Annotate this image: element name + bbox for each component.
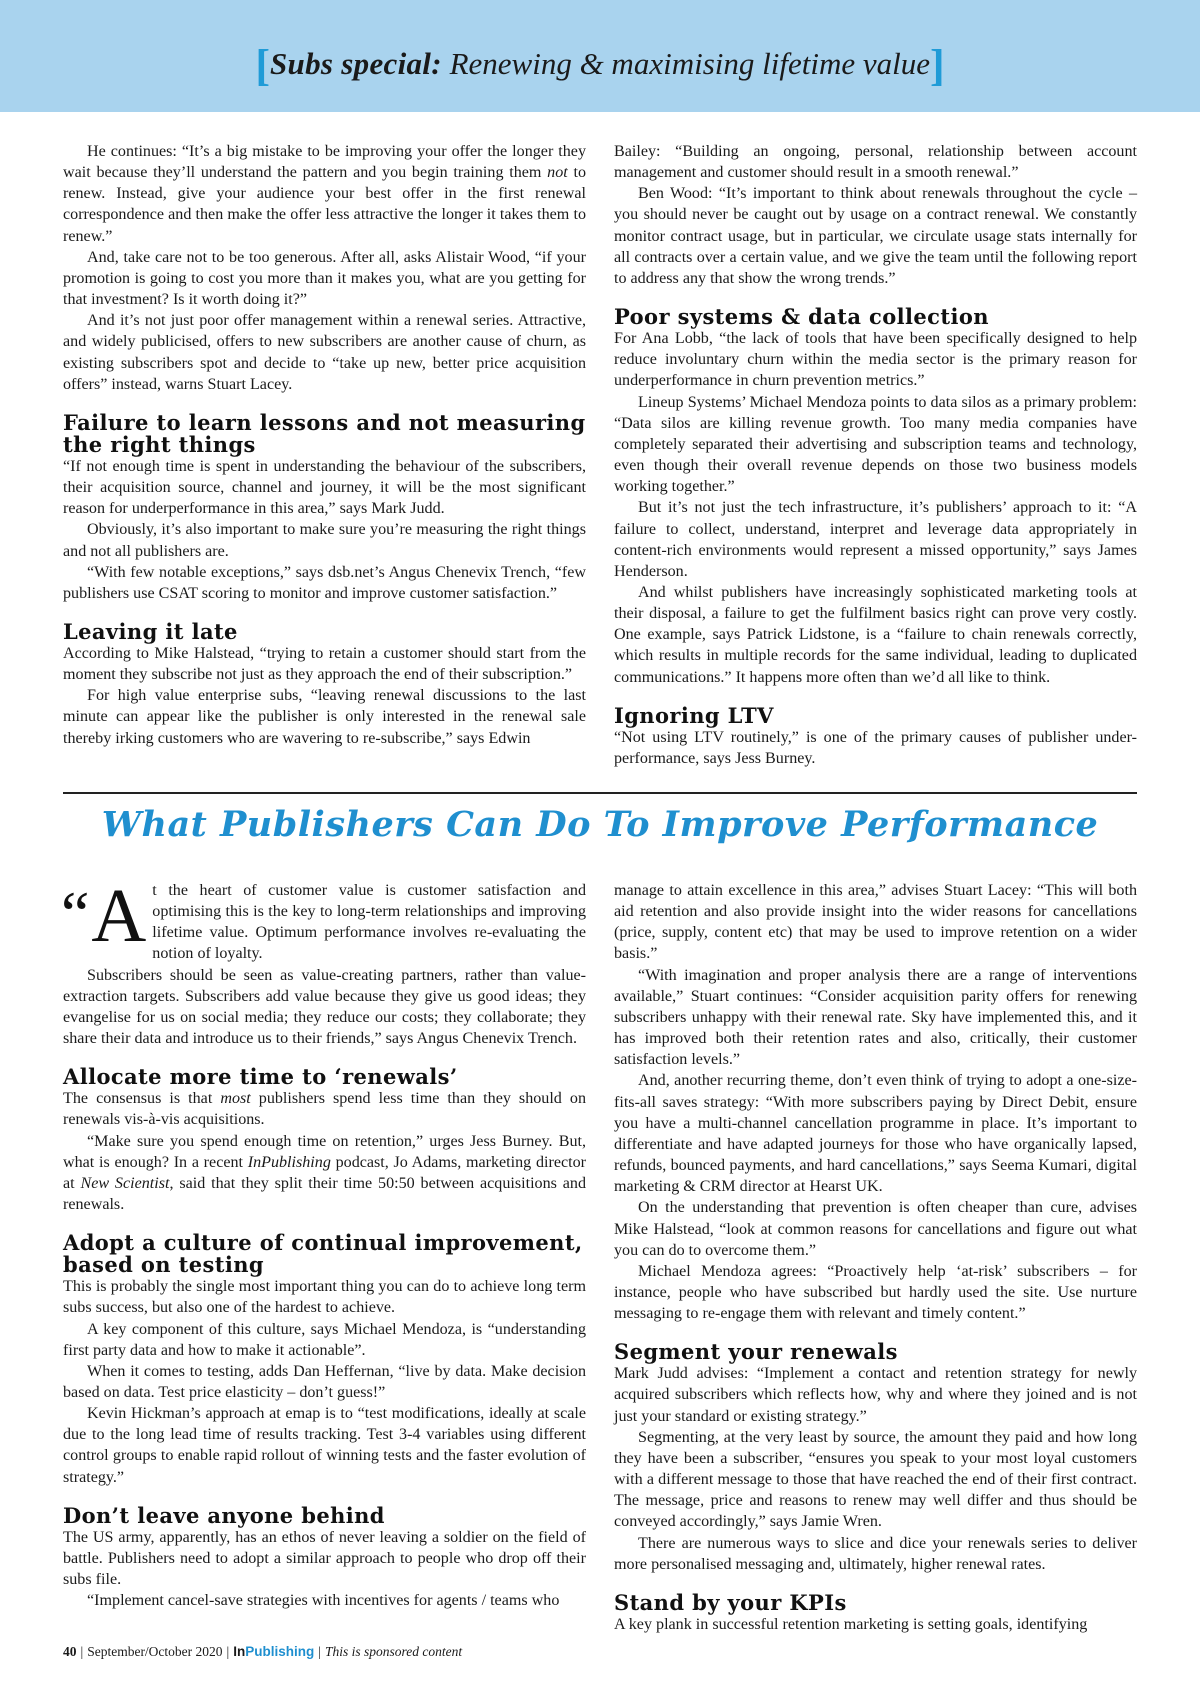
paragraph: “With few notable exceptions,” says dsb.net’s Angus Chenevix Trench, “few publishers use CSAT scoring to monitor and improve customer satisfaction.” [63,563,586,602]
paragraph: “Make sure you spend enough time on retention,” urges Jess Burney. But, what is enough? In a recent InPublishing podcast, Jo Adams, marketing director at New Scientist, said that they split their time 50:50 between acquisitions and renewals. [63,1132,586,1214]
section-title: What Publishers Can Do To Improve Performance [101,804,1099,845]
page-footer [63,1644,462,1660]
paragraph: manage to attain excellence in this area,” advises Stuart Lacey: “This will both aid retention and also provide insight into the wider reasons for cancellations (price, supply, content etc) that may be used to improve retention on a wider basis.” [614,882,1137,963]
paragraph: Ben Wood: “It’s important to think about renewals throughout the cycle – you should never be caught out by usage on a contract renewal. We constantly monitor contract usage, but in particular, we circulate usage stats internally for all contracts over a certain value, and we give the team until the following report to address any that show the wrong trends.” [614,185,1137,287]
paragraph: For high value enterprise subs, “leaving renewal discussions to the last minute can appear like the publisher is only interested in the renewal sale thereby irking customers who are wavering to re-subscribe,” says Edwin [63,687,586,747]
heading-adopt: Adopt a culture of continual improvement, based on testing [63,1230,583,1278]
paragraph: “If not enough time is spent in understanding the behaviour of the subscribers, their acquisition source, channel and journey, it will be the most significant reason for underperformance in this area,” says Mark Judd. [63,457,586,518]
paragraph: The US army, apparently, has an ethos of never leaving a soldier on the field of battle. Publishers need to adopt a similar approach to people who drop off their subs file. [63,1528,586,1589]
heading-failure: Failure to learn lessons and not measuring the right things [63,409,586,457]
paragraph: And, take care not to be too generous. After all, asks Alistair Wood, “if your promotion is going to cost you more than it makes you, what are you getting for that investment? Is it worth doing it?” [63,248,586,309]
paragraph: Subscribers should be seen as value-creating partners, rather than value-extraction targets. Subscribers add value because they give us good ideas; they evangelise for us on social media; they reduce our costs; they collaborate; they share their data and introduce us to their friends,” says Angus Chenevix Trench. [63,966,586,1048]
heading-kpis: Stand by your KPIs [614,1589,847,1615]
paragraph: “Not using LTV routinely,” is one of the primary causes of publisher under-performance, says Jess Burney. [614,728,1137,767]
sponsored-note: This is sponsored content [324,1644,463,1659]
paragraph: But it’s not just the tech infrastructure, it’s publishers’ approach to it: “A failure to collect, understand, interpret and leverage data appropriately in content-rich environments would represent a missed opportunity,” says James Henderson. [614,499,1137,580]
page-number: 40 [63,1644,77,1659]
issue-date: September/October 2020 [87,1644,223,1659]
paragraph: Mark Judd advises: “Implement a contact and retention strategy for newly acquired subscribers which reflects how, why and where they joined and is not just your standard or existing strategy.” [614,1365,1137,1425]
paragraph: And, another recurring theme, don’t even think of trying to adopt a one-size-fits-all saves strategy: “With more subscribers paying by Direct Debit, ensure you have a multi-channel cancellation programme in place. It’s important to differentiate and have adapted journeys for those who have organically lapsed, refunds, bounced payments, and hard cancellations,” says Seema Kumari, digital marketing & CRM director at Hearst UK. [614,1072,1137,1196]
paragraph: A key component of this culture, says Michael Mendoza, is “understanding first party data and how to make it actionable”. [63,1320,586,1359]
paragraph: Obviously, it’s also important to make sure you’re measuring the right things and not all publishers are. [63,521,586,560]
paragraph: When it comes to testing, adds Dan Heffernan, “live by data. Make decision based on data. Test price elasticity – don’t guess!” [63,1362,586,1401]
paragraph: “With imagination and proper analysis there are a range of interventions available,” Stuart continues: “Consider acquisition parity offers for renewing subscribers unhappy with their renewal rate. Sky have implemented this, and it has improved both their retention rates and also, critically, their customer satisfaction levels.” [614,966,1137,1069]
drop-cap: “A [61,874,147,958]
heading-ignoring-ltv: Ignoring LTV [614,702,774,728]
paragraph: This is probably the single most important thing you can do to achieve long term subs success, but also one of the hardest to achieve. [63,1278,586,1317]
bottom-right-column [614,880,1137,1635]
header-title [0,41,1200,90]
bracket-open: [ [255,41,270,90]
bottom-left-column [61,874,586,1611]
heading-segment: Segment your renewals [614,1339,898,1365]
bracket-close: ] [929,41,945,90]
paragraph: The consensus is that most publishers spend less time than they should on renewals vis-à-vis acquisitions. [63,1090,586,1129]
heading-allocate: Allocate more time to ‘renewals’ [63,1064,458,1090]
paragraph: Segmenting, at the very least by source, the amount they paid and how long they have been a subscriber, “ensures you speak to your most loyal customers with a different message to those that have reached the end of their first contract. The message, price and reasons to renew may well differ and thus should be conveyed accordingly,” says Jamie Wren. [614,1428,1137,1531]
paragraph: There are numerous ways to slice and dice your renewals series to deliver more personalised messaging and, ultimately, higher renewal rates. [614,1534,1137,1573]
paragraph: Lineup Systems’ Michael Mendoza points to data silos as a primary problem: “Data silos are killing revenue growth. Too many media companies have completely separated their advertising and subscription teams and technology, even though their overall revenue depends on those two business models working together.” [614,393,1137,496]
heading-leaving: Leaving it late [63,618,238,644]
paragraph: Michael Mendoza agrees: “Proactively help ‘at-risk’ subscribers – for instance, people who have subscribed but hardly used the site. Use nurture messaging to re-engage them with relevant and timely content.” [614,1262,1137,1323]
paragraph: Bailey: “Building an ongoing, personal, relationship between account management and customer should result in a smooth renewal.” [614,143,1137,182]
paragraph: For Ana Lobb, “the lack of tools that have been specifically designed to help reduce involuntary churn within the media sector is the primary reason for underperformance in churn prevention metrics.” [614,330,1137,390]
paragraph: On the understanding that prevention is often cheaper than cure, advises Mike Halstead, “look at common reasons for cancellations and figure out what you can do to overcome them.” [614,1199,1137,1259]
header-title-italic: Renewing & maximising lifetime value [449,46,930,81]
paragraph: “Implement cancel-save strategies with incentives for agents / teams who [87,1592,560,1610]
footer-separator: | [80,1644,84,1659]
paragraph: And it’s not just poor offer management within a renewal series. Attractive, and widely publicised, offers to new subscribers are another cause of churn, as existing subscribers spot and decide to “take up new, better price acquisition offers” instead, warns Stuart Lacey. [63,312,586,393]
header-title-bold: Subs special: [270,46,442,81]
header-banner [0,0,1200,112]
paragraph: He continues: “It’s a big mistake to be improving your offer the longer they wait because they’ll understand the pattern and you begin training them not to renew. Instead, give your audience your best offer in the first renewal correspondence and then make the offer less attractive the longer it takes them to renew.” [63,143,586,245]
heading-poor-systems: Poor systems & data collection [614,304,989,330]
paragraph: A key plank in successful retention marketing is setting goals, identifying [614,1615,1088,1633]
paragraph: And whilst publishers have increasingly sophisticated marketing tools at their disposal, a failure to get the fulfilment basics right can prove very costly. One example, says Patrick Lidstone, is a “failure to chain renewals correctly, which results in multiple records for the same individual, leading to duplicated communications.” It happens more often than we’d all like to think. [614,583,1137,686]
footer-separator: | [226,1644,230,1659]
section-divider [63,792,1137,794]
top-left-column [63,141,586,749]
heading-dont-leave: Don’t leave anyone behind [63,1502,385,1528]
paragraph: Kevin Hickman’s approach at emap is to “test modifications, ideally at scale due to the long lead time of results tracking. Test 3-4 variables using different control groups to enable rapid rollout of winning tests and the faster evolution of strategy.” [63,1405,586,1486]
top-right-column [614,141,1137,769]
footer-separator: | [318,1644,321,1659]
intro-paragraph: “A t the heart of customer value is customer satisfaction and optimising this is the key to long-term relationships and improving lifetime value. Optimum performance involves re-evaluating the notion of loyalty. [61,874,586,963]
brand-logo: InPublishing [233,1644,315,1659]
paragraph: According to Mike Halstead, “trying to retain a customer should start from the moment they subscribe not just as they approach the end of their subscription.” [63,644,586,684]
